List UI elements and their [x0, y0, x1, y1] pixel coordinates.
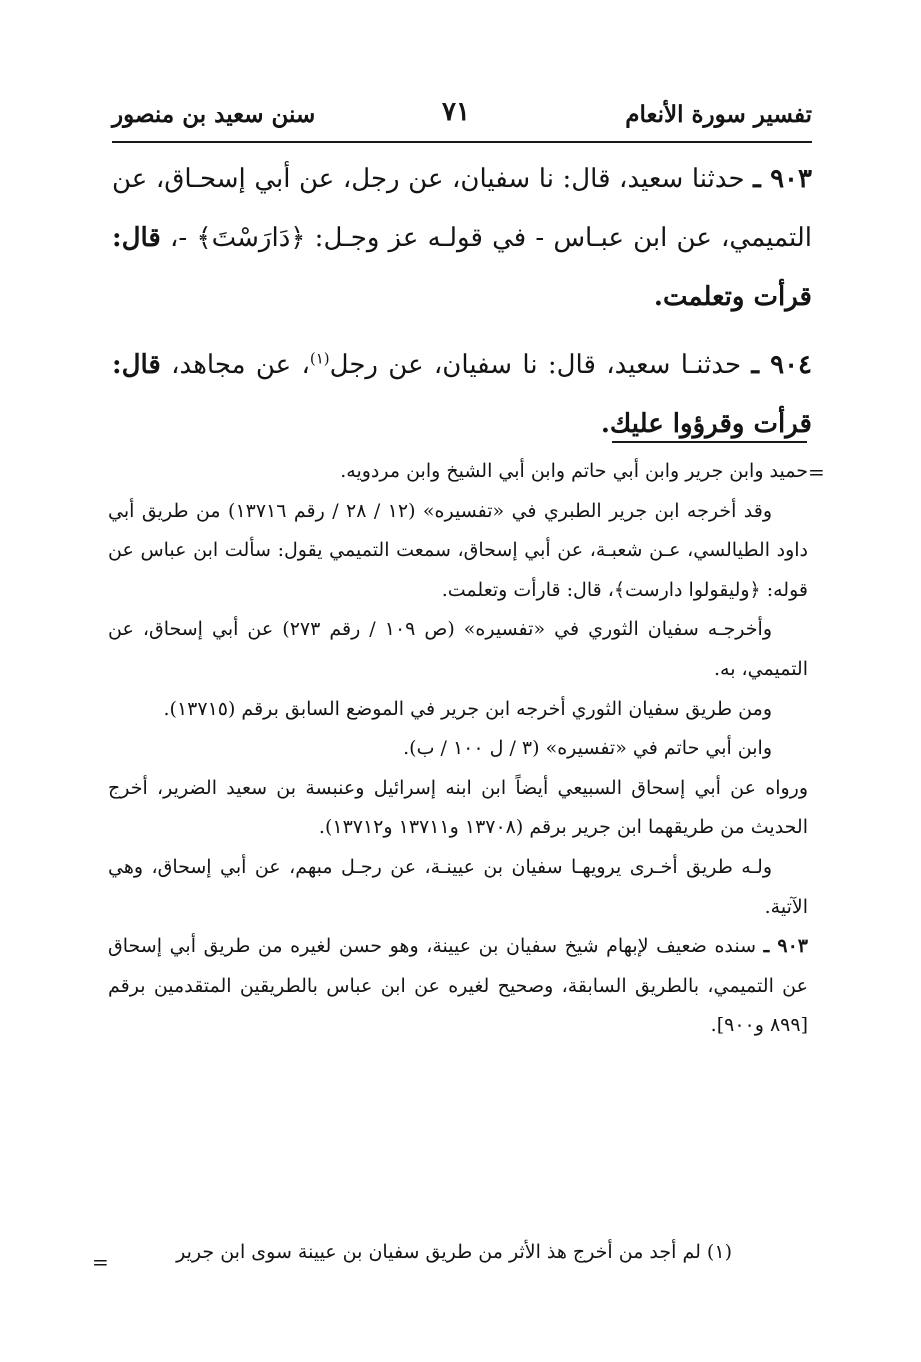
hadith-number: ٩٠٣ ـ: [753, 164, 812, 194]
page-number: ٧١: [442, 97, 470, 127]
book-title: سنن سعيد بن منصور: [112, 101, 316, 128]
running-header: [112, 95, 812, 135]
continuation-mark: =: [808, 460, 825, 484]
note-paragraph: ولـه طريق أخـرى يرويهـا سفيان بن عيينـة، عن رجـل مبهم، عن أبي إسحاق، وهي الآتية.: [108, 855, 808, 918]
hadith-904: [112, 336, 812, 454]
grading-number: ٩٠٣ ـ: [763, 935, 808, 958]
footnote-continuation-mark: =: [92, 1250, 109, 1274]
footnote-separator: [612, 441, 807, 443]
note-paragraph: وقد أخرجه ابن جرير الطبري في «تفسيره» (١٢ / ٢٨ / رقم ١٣٧١٦) من طريق أبي داود الطيالسي، عـن شعبـة، عن أبي إسحاق، سمعت التميمي يقول: سألت ابن عباس عن قوله: ﴿وليقولوا دارست﴾، قال: قارأت وتعلمت.: [108, 499, 808, 601]
hadith-text: حدثنا سعيد، قال: نا سفيان، عن رجل، عن أبي إسحـاق، عن التميمي، عن ابن عبـاس - في قولـه عز وجـل: ﴿دَارَسْتَ﴾ -،: [112, 164, 812, 253]
footnote-1: (١) لم أجد من أخرج هذ الأثر من طريق سفيان بن عيينة سوى ابن جرير: [176, 1241, 732, 1263]
hadith-text: حدثنـا سعيد، قال: نا سفيان، عن رجل: [329, 350, 742, 380]
main-text: [112, 150, 812, 463]
note-paragraph: حميد وابن جرير وابن أبي حاتم وابن أبي الشيخ وابن مردويه.: [340, 460, 808, 482]
note-paragraph: ومن طريق سفيان الثوري أخرجه ابن جرير في الموضع السابق برقم (١٣٧١٥).: [163, 697, 772, 720]
header-rule: [112, 141, 812, 143]
hadith-number: ٩٠٤ ـ: [751, 350, 813, 380]
grading-paragraph: [108, 927, 808, 1046]
grading-text: سنده ضعيف لإبهام شيخ سفيان بن عيينة، وهو حسن لغيره من طريق أبي إسحاق عن التميمي، بالطريق السابقة، وصحيح لغيره عن ابن عباس بالطريقين المتقدمين برقم [٨٩٩ و٩٠٠].: [108, 935, 808, 1037]
note-paragraph: ورواه عن أبي إسحاق السبيعي أيضاً ابن ابنه إسرائيل وعنبسة بن سعيد الضرير، أخرج الحديث من طريقهما ابن جرير برقم (١٣٧٠٨ و١٣٧١١ و١٣٧١٢).: [108, 776, 808, 839]
hadith-quote: قال: قرأت وتعلمت.: [112, 223, 812, 312]
chapter-title: تفسير سورة الأنعام: [625, 101, 812, 128]
note-paragraph: وأخرجـه سفيان الثوري في «تفسيره» (ص ١٠٩ / رقم ٢٧٣) عن أبي إسحاق، عن التميمي، به.: [108, 618, 808, 680]
note-paragraph: وابن أبي حاتم في «تفسيره» (٣ / ل ١٠٠ / ب).: [403, 737, 772, 760]
hadith-903: [112, 150, 812, 327]
hadith-text-continued: ، عن مجاهد،: [160, 350, 310, 380]
footnote-reference: (١): [309, 349, 330, 368]
hadith-quote: قال: قرأت وقرؤوا عليك.: [112, 350, 812, 439]
commentary-notes: [108, 452, 808, 1046]
